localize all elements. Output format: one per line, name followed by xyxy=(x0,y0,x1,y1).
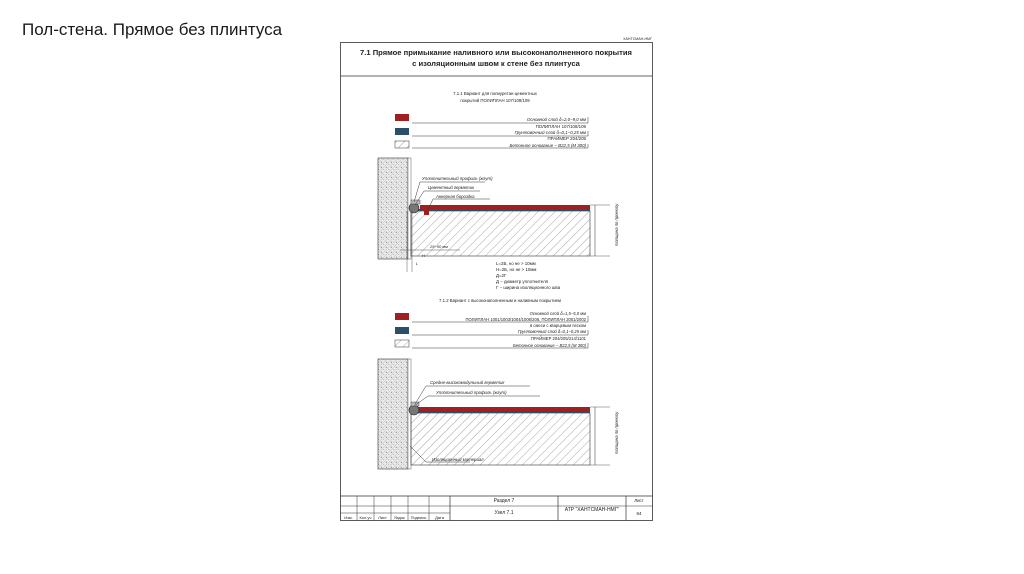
label-anchor-groove: Анкерная бороздка xyxy=(436,194,475,199)
legend2-main-layer-swatch xyxy=(395,313,409,320)
legend2-concrete-swatch xyxy=(395,340,409,347)
legend3-line1: Бетонное основание − В22,5 (М 300) xyxy=(509,143,586,148)
stamp-section: Раздел 7 xyxy=(493,498,515,504)
v2-legend2-line1: Грунтовочный слой δ=0,1−0,25 мм xyxy=(517,329,586,334)
slide-title: Пол-стена. Прямое без плинтуса xyxy=(22,20,283,39)
note-3: Д=2Г xyxy=(496,273,507,278)
legend-concrete-swatch xyxy=(395,141,409,148)
v2-legend1-line2: ПОЛИПЛАН 1001/1003/1004/1006/206, ПОЛИПЛАН 2001/2002 xyxy=(465,317,586,322)
stamp-company: АТР "ХАНТСМАН-НМГ" xyxy=(564,507,620,513)
dim-h: H xyxy=(422,253,425,258)
legend2-line2: ПРАЙМЕР 204/205 xyxy=(547,136,586,141)
variant1-heading-line1: 7.1.1 Вариант для полиуретан-цементных xyxy=(453,91,537,96)
wall-2 xyxy=(378,359,408,469)
label-seal-profile-2: Уплотнительный профиль (жгут) xyxy=(436,390,507,395)
drawing-title-line2: с изоляционным швом к стене без плинтуса xyxy=(412,59,580,68)
main-layer-1 xyxy=(420,205,590,210)
primer-layer-2 xyxy=(411,411,590,413)
note-5: Г − ширина изоляционного шва xyxy=(496,285,561,290)
seal-profile-1 xyxy=(409,203,419,213)
note-1: L=2Б, но не > 10мм xyxy=(496,261,536,266)
anchor-groove xyxy=(424,209,429,215)
thickness-label-2: толщина по проекту xyxy=(614,411,619,454)
stamp-col-2: Кол.уч xyxy=(359,515,372,520)
drawing-sheet xyxy=(340,36,655,522)
main-layer-2 xyxy=(418,407,590,411)
legend-main-layer-swatch xyxy=(395,114,409,121)
drawing-title-line1: 7.1 Прямое примыкание наливного или высоконаполненного покрытия xyxy=(360,48,632,57)
legend1-line1: Основной слой δ=2,0−9,0 мм xyxy=(526,117,586,122)
stamp-col-6: Дата xyxy=(435,515,444,520)
wall-1 xyxy=(378,158,408,259)
legend2-primer-swatch xyxy=(395,327,409,334)
technical-drawing xyxy=(340,36,655,522)
v2-legend1-line1: Основной слой δ=1,5−5,0 мм xyxy=(529,311,586,316)
stamp-col-1: Изм. xyxy=(344,515,353,520)
corner-mark: ХАНТСМАН-НМГ xyxy=(623,37,652,41)
thickness-label-1: толщина по проекту xyxy=(614,203,619,246)
stamp-sheet-label: Лист xyxy=(634,498,644,503)
note-4: Д − диаметр уплотнителя xyxy=(496,279,549,284)
seal-profile-2 xyxy=(409,405,419,415)
label-sealant-2: Средне-высокомодульный герметик xyxy=(430,380,505,385)
label-cement-sealant: Цементный герметик xyxy=(428,185,475,190)
legend1-line2: ПОЛИПЛАН 107/108/109 xyxy=(535,124,586,129)
v2-legend1-line3: в смеси с кварцевым песком xyxy=(530,323,586,328)
dim-l: L xyxy=(416,261,419,266)
stamp-node: Узел 7.1 xyxy=(494,510,514,516)
dim-range-1: 25−50 мм xyxy=(430,244,448,249)
concrete-slab-1 xyxy=(411,211,590,256)
legend-primer-swatch xyxy=(395,128,409,135)
v2-legend2-line2: ПРАЙМЕР 204/205/214/1101 xyxy=(530,336,586,341)
variant2-heading: 7.1.2 Вариант с высоконаполненным и наливным покрытием xyxy=(439,298,561,303)
legend2-line1: Грунтовочный слой δ=0,1−0,25 мм xyxy=(514,130,586,135)
label-insulation: Изоляционный материал xyxy=(432,457,484,462)
stamp-sheet-number: 64 xyxy=(636,511,642,516)
label-seal-profile-1: Уплотнительный профиль (жгут) xyxy=(422,176,493,181)
stamp-col-3: Лист xyxy=(378,515,387,520)
stamp-col-4: №док xyxy=(394,515,405,520)
v2-legend3-line1: Бетонное основание − В22,5 (М 300) xyxy=(513,343,586,348)
note-2: H=2Б, но не > 10мм xyxy=(496,267,537,272)
stamp-col-5: Подпись xyxy=(410,515,427,520)
variant1-heading-line2: покрытий ПОЛИПЛАН 107/108/109 xyxy=(460,98,530,103)
